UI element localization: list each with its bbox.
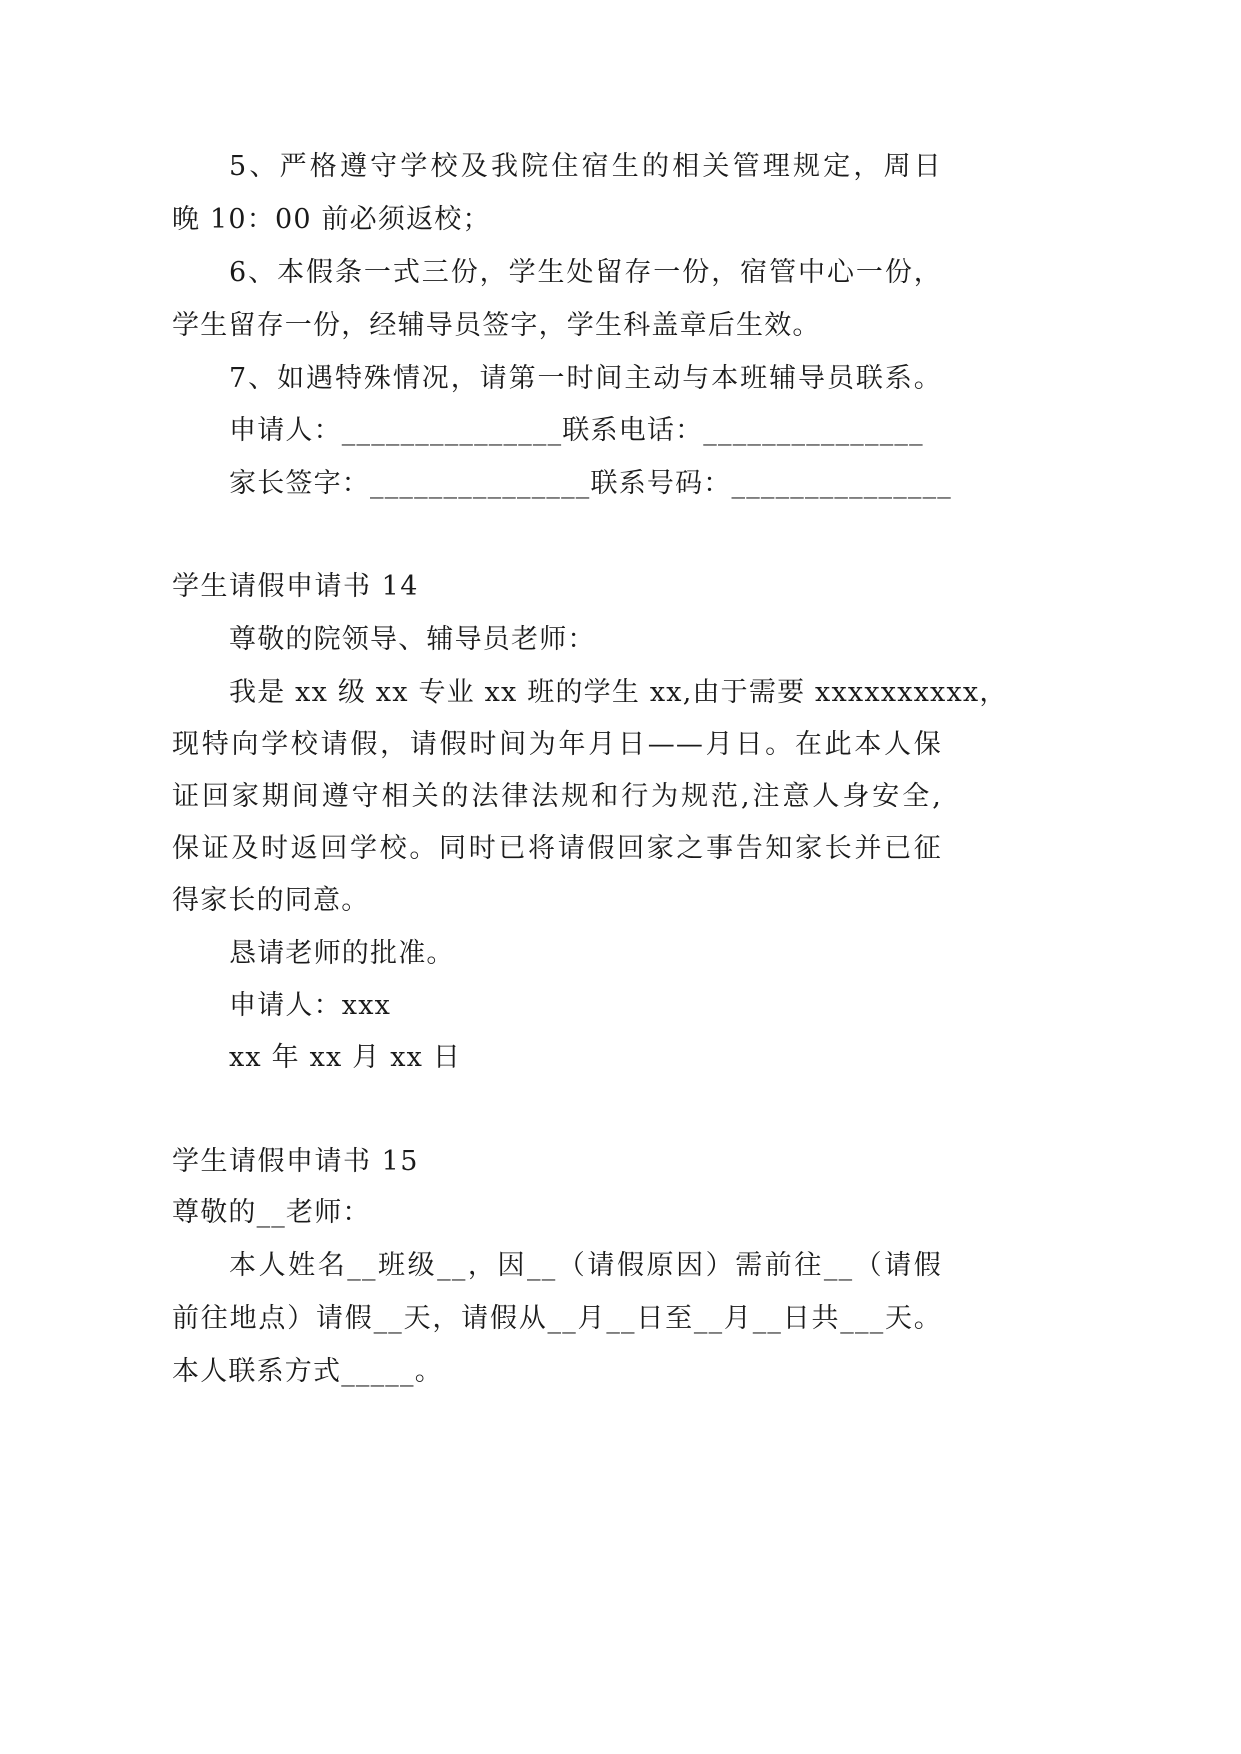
section-14-request: 恳请老师的批准。 (229, 938, 455, 969)
section-15-title: 学生请假申请书 15 (172, 1146, 419, 1177)
section-14-title: 学生请假申请书 14 (172, 571, 419, 602)
section-14-body-line-1: 我是 xx 级 xx 专业 xx 班的学生 xx,由于需要 xxxxxxxxxx， (229, 677, 1008, 708)
section-14-date: xx 年 xx 月 xx 日 (229, 1042, 462, 1073)
section-14-body-line-4: 保证及时返回学校。同时已将请假回家之事告知家长并已征 (172, 833, 942, 864)
section-14-body-line-3: 证回家期间遵守相关的法律法规和行为规范,注意人身安全, (172, 781, 942, 812)
applicant-contact-line: 申请人：_______________联系电话：_______________ (229, 415, 924, 446)
section-14-salutation: 尊敬的院领导、辅导员老师： (229, 624, 596, 655)
section-15-body-line-3: 本人联系方式_____。 (172, 1356, 443, 1387)
rule-5-line-2: 晚 10：00 前必须返校； (172, 204, 491, 235)
section-14-body-line-2: 现特向学校请假，请假时间为年月日——月日。在此本人保 (172, 729, 942, 760)
section-15-body-line-1: 本人姓名__班级__，因__（请假原因）需前往__（请假 (229, 1250, 942, 1281)
section-15-salutation: 尊敬的__老师： (172, 1197, 371, 1228)
section-15-body-line-2: 前往地点）请假__天，请假从__月__日至__月__日共___天。 (172, 1303, 942, 1334)
parent-signature-line: 家长签字：_______________联系号码：_______________ (229, 468, 952, 499)
rule-6-line-1: 6、本假条一式三份，学生处留存一份，宿管中心一份， (229, 257, 942, 288)
section-14-applicant: 申请人：xxx (229, 990, 392, 1021)
rule-5-line-1: 5、严格遵守学校及我院住宿生的相关管理规定，周日 (229, 151, 942, 182)
section-14-body-line-5: 得家长的同意。 (172, 885, 370, 916)
rule-6-line-2: 学生留存一份，经辅导员签字，学生科盖章后生效。 (172, 310, 821, 341)
rule-7: 7、如遇特殊情况，请第一时间主动与本班辅导员联系。 (229, 363, 942, 394)
